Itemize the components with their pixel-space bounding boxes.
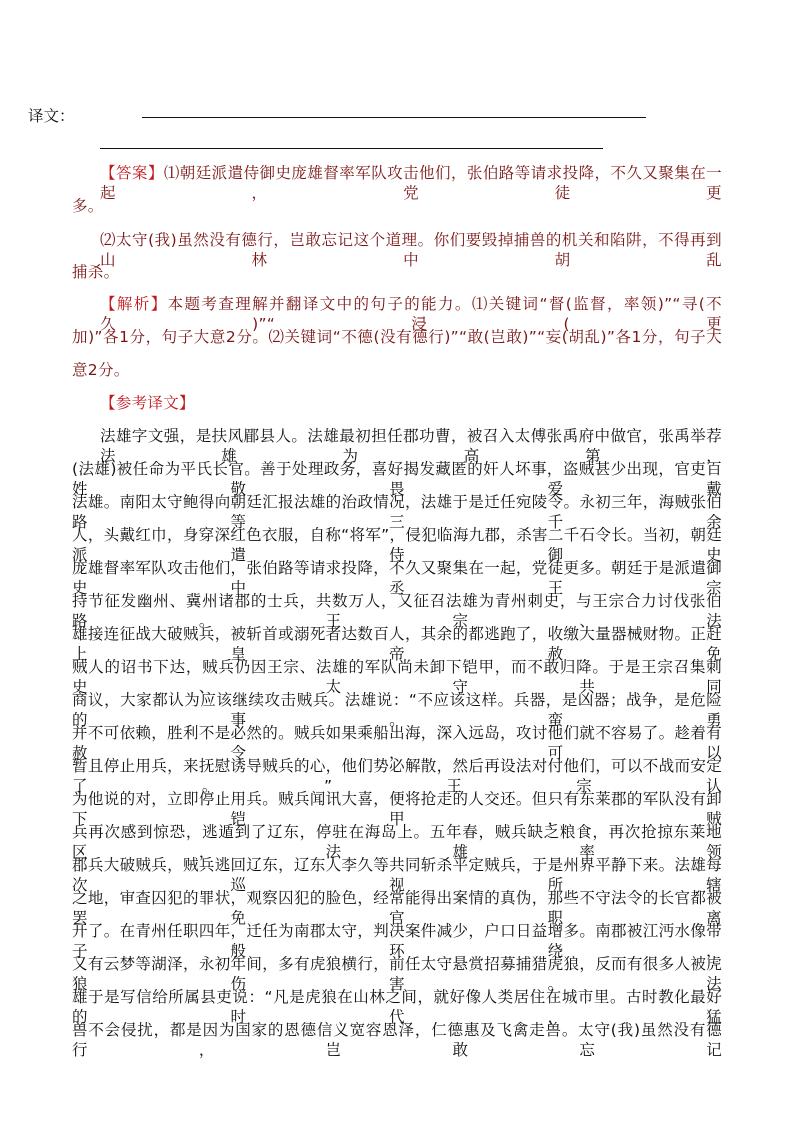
reference-line: 贼人的诏书下达，贼兵仍因王宗、法雄的军队尚未卸下铠甲，而不敢归降。于是王宗召集刺史、太守共同 [72,658,722,696]
translation-label: 译文： [28,107,75,125]
answer-tag: 【答案】 [100,164,164,182]
reference-line: 法雄字文强，是扶风郿县人。法雄最初担任郡功曹，被召入太傅张禹府中做官，张禹举荐法雄为高第， [100,427,722,465]
reference-line: 雄于是写信给所属县吏说：“凡是虎狼在山林之间，就好像人类居住在城市里。古时教化最好的时代，猛 [72,988,722,1026]
analysis-tag: 【解析】 [100,295,168,313]
reference-line: (法雄)被任命为平氏长官。善于处理政务，喜好揭发藏匿的奸人坏事，盗贼甚少出现，官吏百姓敬畏爱戴 [72,460,722,498]
answer-line-1 [100,163,722,203]
reference-tag: 【参考译文】 [100,394,195,412]
reference-line: 并不可依赖，胜利不是必然的。贼兵如果乘船出海，深入远岛，攻讨他们就不容易了。趁着有赦令，可以 [72,724,722,762]
answer-line-4: 捕杀。 [72,263,120,281]
reference-line: 开了。在青州任职四年，迁任为南郡太守，判决案件减少，户口日益增多。南郡被江沔水像带子般环绕， [72,922,722,960]
answer-blank-line-2 [100,148,603,149]
reference-line: 法雄。南阳太守鲍得向朝廷汇报法雄的治政情况，法雄于是迁任宛陵令。永初三年，海贼张伯路等三千余 [72,493,722,531]
reference-line: 雄接连征战大破贼兵，被斩首或溺死者达数百人，其余的都逃跑了，收缴大量器械财物。正赶上皇帝赦免 [72,625,722,663]
analysis-text-1: 本题考查理解并翻译文中的句子的能力。⑴关键词“督(监督，率领)”“寻(不久)”“浸(更 [100,295,722,333]
answer-text-1: ⑴朝廷派遣侍御史庞雄督率军队攻击他们，张伯路等请求投降，不久又聚集在一起，党徒更 [100,164,722,202]
reference-line: 人，头戴红巾，身穿深红色衣服，自称“将军”，侵犯临海九郡，杀害二千石令长。当初，朝廷派遣侍御史 [72,526,722,564]
reference-line: 为他说的对，立即停止用兵。贼兵闻讯大喜，便将抢走的人交还。但只有东莱郡的军队没有卸下铠甲，贼 [72,790,722,828]
reference-line: 持节征发幽州、冀州诸郡的士兵，共数万人，又征召法雄为青州刺史，与王宗合力讨伐张伯路。王宗、法 [72,592,722,630]
reference-line: 商议，大家都认为应该继续攻击贼兵。法雄说：“不应该这样。兵器，是凶器；战争，是危险的事。蛮勇 [72,691,722,729]
reference-line: 又有云梦等湖泽，永初年间，多有虎狼横行，前任太守悬赏招募捕猎虎狼，反而有很多人被虎狼伤害。法 [72,955,722,993]
reference-line: 之地，审查囚犯的罪状，观察囚犯的脸色，经常能得出案情的真伪，那些不守法令的长官都被罢免官职离 [72,889,722,927]
reference-line: 庞雄督率军队攻击他们，张伯路等请求投降，不久又聚集在一起，党徒更多。朝廷于是派遣御史中丞王宗 [72,559,722,597]
reference-line: 兽不会侵扰，都是因为国家的恩德信义宽容恩泽，仁德惠及飞禽走兽。太守(我)虽然没有德行，岂敢忘记 [72,1021,722,1059]
answer-line-3: ⑵太守(我)虽然没有德行，岂敢忘记这个道理。你们要毁掉捕兽的机关和陷阱，不得再到山林中胡乱 [100,231,722,269]
reference-line: 暂且停止用兵，来抚慰诱导贼兵的心，他们势必解散，然后再设法对付他们，可以不战而安定了。”王宗认 [72,757,722,795]
answer-line-2: 多。 [72,197,104,215]
analysis-line-3: 意2分。 [72,361,130,379]
reference-line: 郡兵大破贼兵，贼兵逃回辽东，辽东人李久等共同斩杀平定贼兵，于是州界平静下来。法雄每次巡视所辖 [72,856,722,894]
answer-blank-line-1 [142,117,646,118]
reference-line: 兵再次感到惊恐，逃遁到了辽东，停驻在海岛上。五年春，贼兵缺乏粮食，再次抢掠东莱地区，法雄率领 [72,823,722,861]
analysis-line-2: 加)”各1分，句子大意2分。⑵关键词“不德(没有德行)”“敢(岂敢)”“妄(胡乱)”各1分，句子大 [72,328,722,346]
